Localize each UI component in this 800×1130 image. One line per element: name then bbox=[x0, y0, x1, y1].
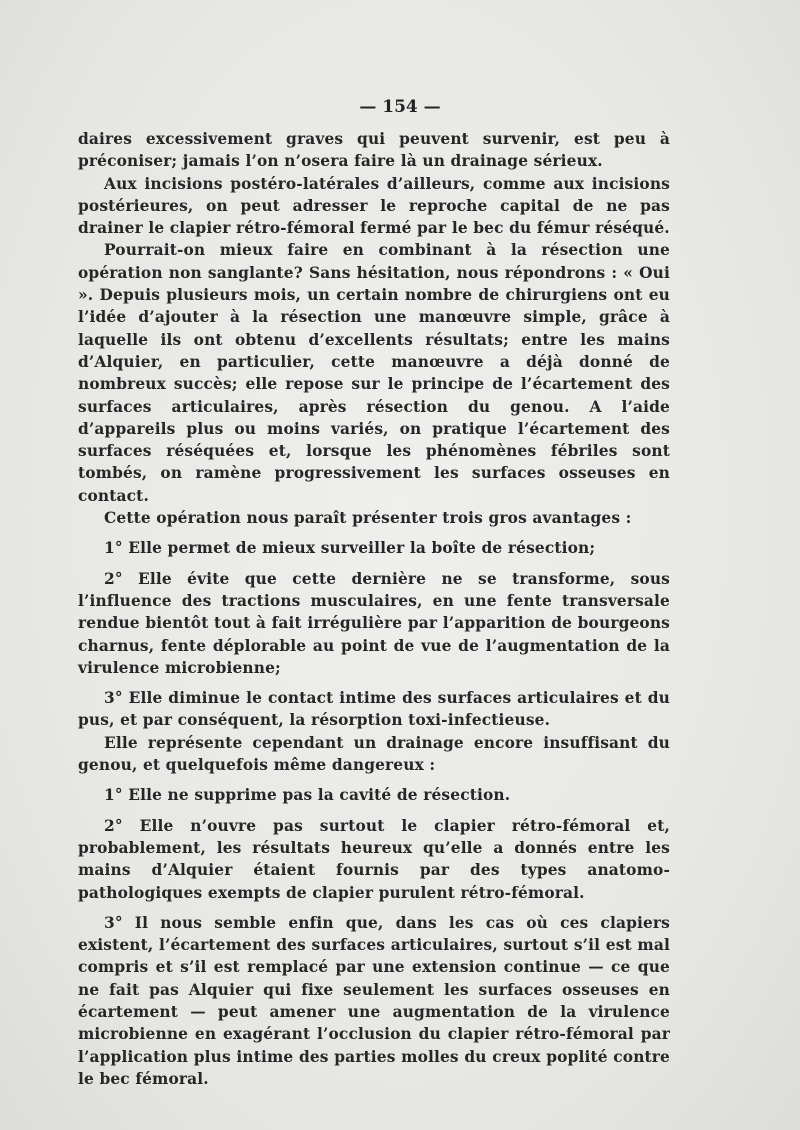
paragraph: Pourrait-on mieux faire en combinant à la résection une opération non sanglante? Sans hésitation, nous répondrons : « Oui ». Depuis plusieurs mois, un certain nombre de chirurgiens ont eu l’idée d’ajouter à la résection une manœuvre simple, grâce à laquelle ils ont obtenu d’excellents résultats; entre les mains d’Alquier, en particulier, cette manœuvre a déjà donné de nombreux succès; elle repose sur le principe de l’écartement des surfaces articulaires, après résection du genou. A l’aide d’appareils plus ou moins variés, on pratique l’écartement des surfaces réséquées et, lorsque les phénomènes fébriles sont tombés, on ramène progressivement les surfaces osseuses en contact. bbox=[78, 241, 670, 505]
list-item: 2° Elle n’ouvre pas surtout le clapier rétro-fémoral et, probablement, les résultats heureux qu’elle a donnés entre les mains d’Alquier étaient fournis par des types anatomo-pathologiques exempts de clapier purulent rétro-fémoral. bbox=[78, 816, 670, 902]
paragraph: Elle représente cependant un drainage encore insuffisant du genou, et quelquefois même dangereux : bbox=[78, 733, 670, 775]
list-item: 1° Elle ne supprime pas la cavité de résection. bbox=[104, 786, 511, 805]
list-item: 1° Elle permet de mieux surveiller la boîte de résection; bbox=[104, 539, 596, 558]
paragraph: Aux incisions postéro-latérales d’ailleurs, comme aux incisions postérieures, on peut adresser le reproche capital de ne pas drainer le clapier rétro-fémoral fermé par le bec du fémur réséqué. bbox=[78, 174, 670, 238]
paragraph: daires excessivement graves qui peuvent survenir, est peu à préconiser; jamais l’on n’osera faire là un drainage sérieux. bbox=[78, 130, 670, 171]
paragraph: Cette opération nous paraît présenter trois gros avantages : bbox=[104, 509, 632, 528]
list-item: 3° Elle diminue le contact intime des surfaces articulaires et du pus, et par conséquent, la résorption toxi-infectieuse. bbox=[78, 689, 670, 730]
list-item: 2° Elle évite que cette dernière ne se transforme, sous l’influence des tractions musculaires, en une fente transversale rendue bientôt tout à fait irrégulière par l’apparition de bourgeons charnus, fente déplorable au point de vue de l’augmentation de la virulence microbienne; bbox=[78, 569, 670, 677]
body-text bbox=[78, 128, 670, 1090]
list-item: 3° Il nous semble enfin que, dans les cas où ces clapiers existent, l’écartement des surfaces articulaires, surtout s’il est mal compris et s’il est remplacé par une extension continue — ce que ne fait pas Alquier qui fixe seulement les surfaces osseuses en écartement — peut amener une augmentation de la virulence microbienne en exagérant l’occlusion du clapier rétro-fémoral par l’application plus intime des parties molles du creux poplité contre le bec fémoral. bbox=[78, 913, 670, 1088]
page-number: — 154 — bbox=[359, 97, 441, 117]
